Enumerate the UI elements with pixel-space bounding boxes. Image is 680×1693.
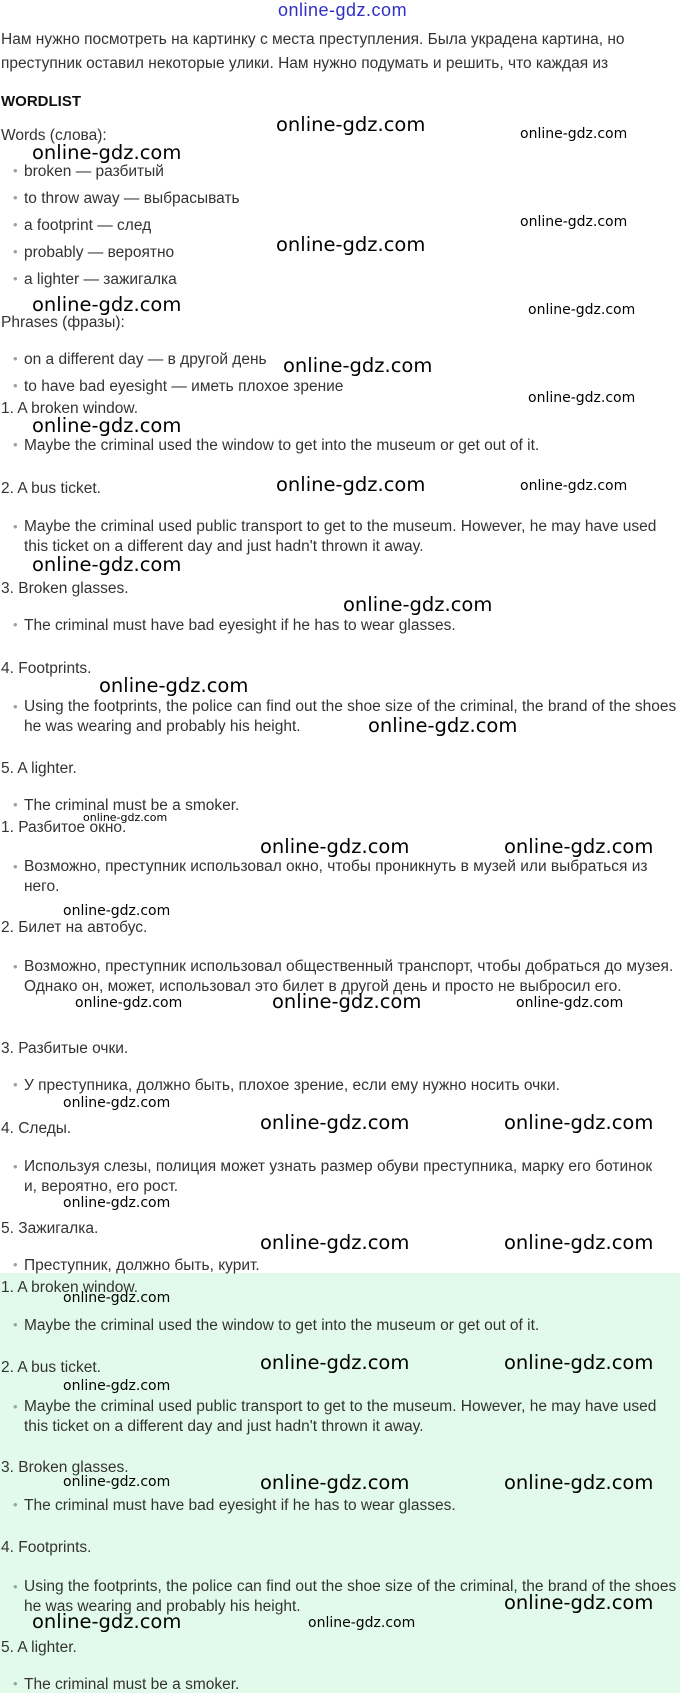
- watermark-text: online-gdz.com: [528, 390, 636, 406]
- answer-title: 3. Broken glasses.: [1, 1459, 129, 1476]
- answer-title: 2. Билет на автобус.: [1, 919, 148, 936]
- watermark-text: online-gdz.com: [520, 478, 628, 494]
- answer-title: 5. A lighter.: [1, 760, 77, 777]
- watermark-text: online-gdz.com: [63, 1195, 171, 1211]
- answer-title: 1. A broken window.: [1, 400, 139, 417]
- answer-text: • Maybe the criminal used public transport to get to the museum. However, he may have used this ticket on a different day and just hadn't thrown it away.: [24, 1397, 676, 1437]
- watermark-text: online-gdz.com: [83, 811, 168, 824]
- watermark-text: online-gdz.com: [504, 835, 654, 858]
- watermark-text: online-gdz.com: [32, 1610, 182, 1633]
- watermark-text: online-gdz.com: [520, 214, 628, 230]
- answer-text: • The criminal must have bad eyesight if he has to wear glasses.: [24, 1497, 456, 1515]
- answer-text: • The criminal must be a smoker.: [24, 1676, 239, 1693]
- answer-text: • Преступник, должно быть, курит.: [24, 1257, 260, 1275]
- watermark-text: online-gdz.com: [516, 995, 624, 1011]
- watermark-text: online-gdz.com: [32, 141, 182, 164]
- watermark-text: online-gdz.com: [504, 1111, 654, 1134]
- answer-title: 1. Разбитое окно.: [1, 819, 127, 836]
- watermark-text: online-gdz.com: [504, 1231, 654, 1254]
- answer-text: • The criminal must have bad eyesight if he has to wear glasses.: [24, 617, 456, 635]
- watermark-text: online-gdz.com: [343, 593, 493, 616]
- answer-text: • Maybe the criminal used public transport to get to the museum. However, he may have used this ticket on a different day and just hadn't thrown it away.: [24, 517, 676, 557]
- answer-text: • У преступника, должно быть, плохое зрение, если ему нужно носить очки.: [24, 1077, 560, 1095]
- watermark-text: online-gdz.com: [504, 1591, 654, 1614]
- watermark-logo: online-gdz.com: [278, 0, 408, 20]
- answer-text: • Используя слезы, полиция может узнать размер обуви преступника, марку его ботинок и, вероятно, его рост.: [24, 1157, 654, 1197]
- word-item: • to throw away — выбрасывать: [24, 190, 240, 208]
- watermark-text: online-gdz.com: [272, 990, 422, 1013]
- wordlist-heading: WORDLIST: [1, 93, 81, 110]
- watermark-text: online-gdz.com: [520, 126, 628, 142]
- answer-text: • Maybe the criminal used the window to get into the museum or get out of it.: [24, 437, 539, 455]
- word-item: • a lighter — зажигалка: [24, 271, 177, 289]
- watermark-text: online-gdz.com: [504, 1351, 654, 1374]
- answer-title: 1. A broken window.: [1, 1279, 139, 1296]
- watermark-text: online-gdz.com: [260, 1351, 410, 1374]
- word-item: • a footprint — след: [24, 217, 151, 235]
- answer-text: • Возможно, преступник использовал окно, чтобы проникнуть в музей или выбраться из него.: [24, 857, 676, 897]
- watermark-text: online-gdz.com: [63, 903, 171, 919]
- watermark-text: online-gdz.com: [368, 714, 518, 737]
- watermark-text: online-gdz.com: [504, 1471, 654, 1494]
- answer-title: 5. Зажигалка.: [1, 1220, 99, 1237]
- watermark-text: online-gdz.com: [32, 414, 182, 437]
- word-item: • broken — разбитый: [24, 163, 164, 181]
- watermark-text: online-gdz.com: [260, 1231, 410, 1254]
- answer-text: • Using the footprints, the police can find out the shoe size of the criminal, the brand of the shoes he was wearing and probably his height.: [24, 697, 680, 737]
- watermark-text: online-gdz.com: [276, 233, 426, 256]
- watermark-text: online-gdz.com: [260, 835, 410, 858]
- watermark-text: online-gdz.com: [63, 1290, 171, 1306]
- watermark-text: online-gdz.com: [260, 1471, 410, 1494]
- watermark-text: online-gdz.com: [276, 473, 426, 496]
- answer-title: 4. Следы.: [1, 1120, 72, 1137]
- watermark-text: online-gdz.com: [99, 674, 249, 697]
- phrase-item: • on a different day — в другой день: [24, 351, 267, 369]
- answer-title: 3. Broken glasses.: [1, 580, 129, 597]
- watermark-text: online-gdz.com: [308, 1615, 416, 1631]
- watermark-text: online-gdz.com: [63, 1474, 171, 1490]
- watermark-text: online-gdz.com: [75, 995, 183, 1011]
- answer-text: • Using the footprints, the police can find out the shoe size of the criminal, the brand of the shoes he was wearing and probably his height.: [24, 1577, 680, 1617]
- watermark-text: online-gdz.com: [32, 553, 182, 576]
- phrase-item: • to have bad eyesight — иметь плохое зрение: [24, 378, 343, 396]
- words-label: Words (слова):: [1, 127, 107, 144]
- answer-title: 2. A bus ticket.: [1, 1359, 101, 1376]
- answer-text: • Maybe the criminal used the window to get into the museum or get out of it.: [24, 1317, 539, 1335]
- watermark-text: online-gdz.com: [276, 113, 426, 136]
- watermark-text: online-gdz.com: [32, 293, 182, 316]
- watermark-text: online-gdz.com: [283, 354, 433, 377]
- answer-title: 4. Footprints.: [1, 660, 92, 677]
- answer-text: • Возможно, преступник использовал общественный транспорт, чтобы добраться до музея. Однако он, может, использовал это билет в другой день и просто не выбросил его.: [24, 957, 676, 997]
- intro-paragraph: Нам нужно посмотреть на картинку с места преступления. Была украдена картина, но преступник оставил некоторые улики. Нам нужно подумать и решить, что каждая из: [1, 31, 625, 72]
- answer-title: 5. A lighter.: [1, 1639, 77, 1656]
- watermark-text: online-gdz.com: [63, 1095, 171, 1111]
- answer-title: 2. A bus ticket.: [1, 480, 101, 497]
- answer-text: • The criminal must be a smoker.: [24, 797, 239, 815]
- answer-title: 4. Footprints.: [1, 1539, 92, 1556]
- watermark-text: online-gdz.com: [528, 302, 636, 318]
- watermark-text: online-gdz.com: [260, 1111, 410, 1134]
- word-item: • probably — вероятно: [24, 244, 174, 262]
- phrases-label: Phrases (фразы):: [1, 314, 125, 331]
- answer-title: 3. Разбитые очки.: [1, 1040, 129, 1057]
- watermark-text: online-gdz.com: [63, 1378, 171, 1394]
